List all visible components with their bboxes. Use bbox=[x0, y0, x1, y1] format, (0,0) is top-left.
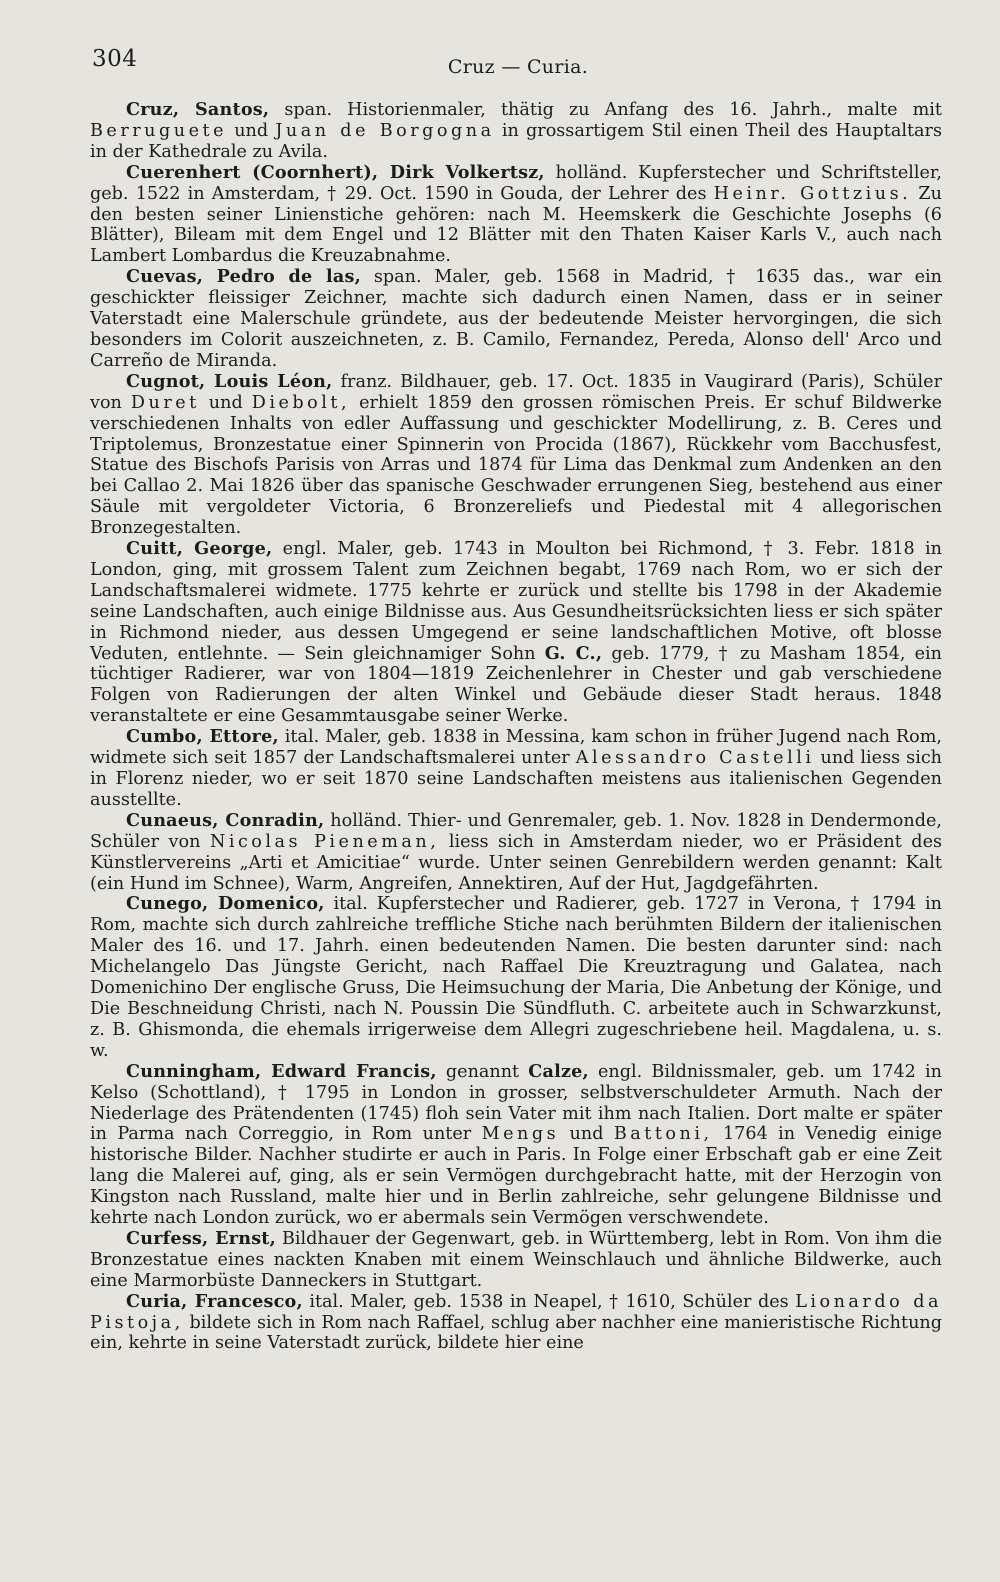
spaced-name: Battoni, bbox=[613, 1124, 713, 1145]
entry-headword: Cumbo, Ettore, bbox=[126, 726, 279, 748]
entry-text: engl. Bildnissmaler, geb. um 1742 in Kelso (Schottland), † 1795 in London in grosser, selbstverschuldeter Armuth. Nach der Niederlage des Prätendenten (1745) floh sein Vater mit ihm nach Italien. Dort malte er später in Parma nach Correggio, in Rom unter bbox=[90, 1061, 942, 1145]
entry-text: und bbox=[226, 120, 276, 141]
entry-text: holländ. Thier- und Genremaler, geb. 1. Nov. 1828 in Dendermonde, Schüler von bbox=[90, 810, 942, 852]
entry-text: und liess sich in Florenz nieder, wo er seit 1870 seine Landschaften meistens aus italienischen Gegenden ausstellte. bbox=[90, 748, 942, 810]
entry-text: und bbox=[559, 1124, 614, 1145]
entry-curia bbox=[90, 1292, 942, 1355]
entry-text: engl. Maler, geb. 1743 in Moulton bei Richmond, † 3. Febr. 1818 in London, ging, mit grossem Talent zum Zeichnen begabt, 1769 nach Rom, wo er sich der Landschaftsmalerei widmete. 1775 kehrte er zurück und stellte bis 1798 in der Akademie seine Landschaften, auch einige Bildnisse aus. Aus Gesundheitsrücksichten liess er sich später in Richmond nieder, aus dessen Umgegend er seine landschaftlichen Motive, oft blosse Veduten, entlehnte. — Sein gleichnamiger Sohn bbox=[90, 539, 942, 664]
entry-headword: Cunaeus, Conradin, bbox=[126, 809, 325, 831]
entry-text: geb. 1779, † zu Masham 1854, ein tüchtiger Radierer, war von 1804—1819 Zeichenlehrer in Chester und gab verschiedene Folgen von Radierungen der alten Winkel und Gebäude dieser Stadt heraus. 1848 veranstaltete er eine Gesammtausgabe seiner Werke. bbox=[90, 643, 942, 727]
entry-cuerenhert bbox=[90, 163, 942, 268]
entry-text: ital. Kupferstecher und Radierer, geb. 1727 in Verona, † 1794 in Rom, machte sich durch zahlreiche treffliche Stiche nach berühmten Bildern der italienischen Maler des 16. und 17. Jahrh. einen bedeutenden Namen. Die besten darunter sind: nach Michelangelo Das Jüngste Gericht, nach Raffael Die Kreuztragung und Galatea, nach Domenichino Der englische Gruss, Die Heimsuchung der Maria, Die Anbetung der Könige, und Die Beschneidung Christi, nach N. Poussin Die Sündfluth. C. arbeitete auch in Schwarzkunst, z. B. Ghismonda, die ehemals irrigerweise dem Allegri zugeschriebene heil. Magdalena, u. s. w. bbox=[90, 894, 942, 1061]
entry-text: liess sich in Amsterdam nieder, wo er Präsident des Künstlervereins „Arti et Amicitiae“ wurde. Unter seinen Genrebildern werden genannt: Kalt (ein Hund im Schnee), Warm, Angreifen, Annektiren, Auf der Hut, Jagdgefährten. bbox=[90, 831, 943, 894]
entry-text: und bbox=[199, 392, 252, 413]
entry-cuitt bbox=[90, 539, 942, 727]
entry-headword: Cuerenhert (Coornhert), Dirk Volkertsz, bbox=[126, 161, 545, 183]
entry-text: genannt bbox=[436, 1061, 529, 1082]
entry-headword: Cruz, Santos, bbox=[126, 99, 270, 120]
entry-headword: Cunningham, Edward Francis, bbox=[126, 1060, 437, 1082]
entry-headword: Curfess, Ernst, bbox=[126, 1227, 276, 1249]
spaced-name: Mengs bbox=[481, 1124, 560, 1145]
entry-headword: Cuitt, George, bbox=[126, 538, 273, 560]
entry-cunningham bbox=[90, 1062, 942, 1229]
entry-text: span. Maler, geb. 1568 in Madrid, † 1635 das., war ein geschickter fleissiger Zeichner, machte sich dadurch einen Namen, dass er in seiner Vaterstadt eine Malerschule gründete, aus der bedeutende Meister hervorgingen, die sich besonders im Colorit auszeichneten, z. B. Camilo, Fernandez, Pereda, Alonso dell' Arco und Carreño de Miranda. bbox=[90, 267, 942, 371]
entry-cumbo bbox=[90, 727, 942, 811]
entry-text: in grossartigem Stil einen Theil des Hauptaltars in der Kathedrale zu Avila. bbox=[90, 120, 942, 162]
entry-text: franz. Bildhauer, geb. 17. Oct. 1835 in Vaugirard (Paris), Schüler von bbox=[90, 371, 942, 413]
entry-headword: Cuevas, Pedro de las, bbox=[126, 266, 361, 288]
entry-cuevas bbox=[90, 267, 942, 372]
page-header bbox=[92, 46, 944, 86]
spaced-name: Nicolas Pieneman, bbox=[209, 831, 440, 852]
entry-text: holländ. Kupferstecher und Schriftsteller, geb. 1522 in Amsterdam, † 29. Oct. 1590 in Gouda, der Lehrer des bbox=[90, 162, 942, 204]
entry-text: 1764 in Venedig einige historische Bilder. Nachher studirte er auch in Paris. In Folge einer Erbschaft gab er eine Zeit lang die Malerei auf, ging, als er sein Vermögen durchgebracht hatte, mit der Herzogin von Kingston nach Russland, malte hier und in Berlin zahlreiche, sehr gelungene Bildnisse und kehrte nach London zurück, wo er abermals sein Vermögen verschwendete. bbox=[90, 1124, 942, 1229]
spaced-name: Lionardo da Pistoja, bbox=[90, 1291, 942, 1333]
entry-text: erhielt 1859 den grossen römischen Preis. Er schuf Bildwerke verschiedenen Inhalts von edler Auffassung und geschickter Modellirung, z. B. Ceres und Triptolemus, Bronzestatue einer Spinnerin von Procida (1867), Rückkehr vom Bacchusfest, Statue des Bischofs Parisis von Arras und 1874 für Lima das Denkmal zum Andenken an den bei Callao 2. Mai 1826 über das spanische Geschwader errungenen Sieg, bestehend aus einer Säule mit vergoldeter Victoria, 6 Bronzereliefs und Piedestal mit 4 allegorischen Bronzegestalten. bbox=[90, 392, 942, 539]
spaced-name: Alessandro Castelli bbox=[575, 748, 815, 769]
entry-headword: Curia, Francesco, bbox=[126, 1290, 303, 1312]
spaced-name: Juan de Borgogna bbox=[275, 120, 495, 141]
entry-cunego bbox=[90, 894, 942, 1061]
entry-cunaeus bbox=[90, 811, 942, 895]
spaced-name: Diebolt, bbox=[251, 392, 351, 413]
dictionary-text bbox=[90, 100, 942, 1354]
bold-name: G. C., bbox=[544, 642, 603, 664]
entry-headword: Cugnot, Louis Léon, bbox=[126, 370, 333, 392]
bold-name: Calze, bbox=[528, 1060, 589, 1082]
entry-text: ital. Maler, geb. 1838 in Messina, kam schon in früher Jugend nach Rom, widmete sich seit 1857 der Landschaftsmalerei unter bbox=[90, 727, 942, 769]
page-number: 304 bbox=[92, 46, 138, 72]
spaced-name: Heinr. Gottzius. bbox=[713, 183, 912, 204]
entry-text: Bildhauer der Gegenwart, geb. in Württemberg, lebt in Rom. Von ihm die Bronzestatue eines nackten Knaben mit einem Weinschlauch und ähnliche Bildwerke, auch eine Marmorbüste Danneckers in Stuttgart. bbox=[90, 1228, 942, 1291]
spaced-name: Berruguete bbox=[90, 120, 227, 141]
entry-cugnot bbox=[90, 372, 942, 539]
entry-cruz bbox=[90, 100, 942, 163]
running-title: Cruz — Curia. bbox=[447, 56, 589, 78]
entry-text: span. Historienmaler, thätig zu Anfang des 16. Jahrh., malte mit bbox=[269, 100, 942, 120]
entry-curfess bbox=[90, 1229, 942, 1292]
spaced-name: Duret bbox=[130, 392, 200, 413]
entry-text: ital. Maler, geb. 1538 in Neapel, † 1610, Schüler des bbox=[302, 1291, 796, 1312]
entry-text: Zu den besten seiner Linienstiche gehören: nach M. Heemskerk die Geschichte Josephs (6 Blätter), Bileam mit dem Engel und 12 Blätter mit den Thaten Kaiser Karls V., auch nach Lambert Lombardus die Kreuzabnahme. bbox=[90, 183, 942, 267]
entry-headword: Cunego, Domenico, bbox=[126, 893, 325, 915]
entry-text: bildete sich in Rom nach Raffael, schlug aber nachher eine manieristische Richtung ein, kehrte in seine Vaterstadt zurück, bildete hier eine bbox=[90, 1312, 942, 1354]
